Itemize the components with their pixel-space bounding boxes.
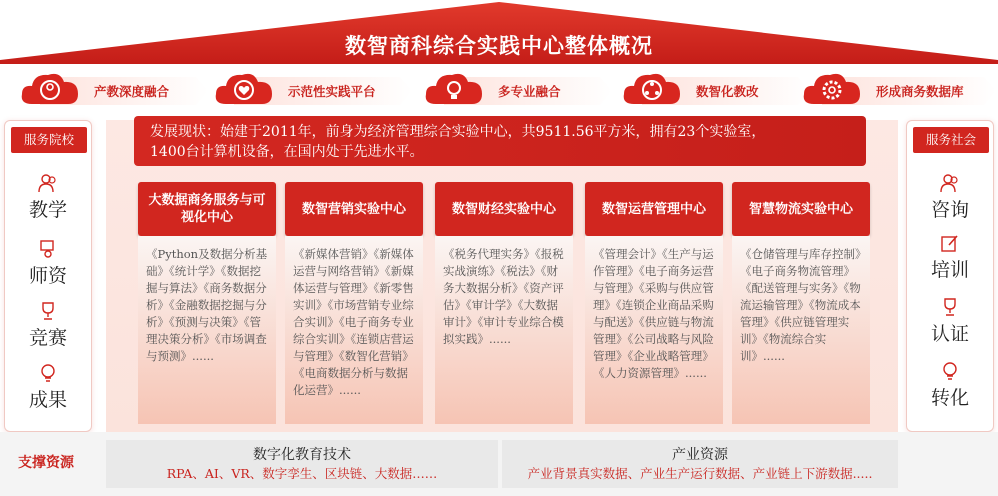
left-item <box>5 239 91 288</box>
center-title: 数智营销实验中心 <box>285 182 423 236</box>
right-item-label: 咨询 <box>930 199 969 221</box>
center-courses: 《Python及数据分析基础》《统计学》《数据挖掘与算法》《商务数据分析》《金融数据挖掘与分析》《预测与决策》《管理决策分析》《市场调查与预测》...... <box>146 247 268 363</box>
status-banner <box>134 116 866 166</box>
trophy-icon <box>38 301 58 321</box>
feature-label: 形成商务数据库 <box>876 84 964 99</box>
right-item <box>907 233 993 282</box>
feature-item <box>212 68 412 112</box>
feature-item <box>18 68 208 112</box>
status-line-2: 1400台计算机设备，在国内处于先进水平。 <box>150 144 424 160</box>
status-line-1: 发展现状：始建于2011年，前身为经济管理综合实验中心，共9511.56平方米，拥有23个实验室， <box>150 124 766 140</box>
left-panel <box>4 120 92 432</box>
page-title: 数智商科综合实践中心整体概况 <box>345 34 653 58</box>
lightbulb-icon <box>940 361 960 381</box>
feature-label: 数智化教改 <box>696 84 759 99</box>
left-item-label: 教学 <box>28 199 67 221</box>
right-item <box>907 173 993 222</box>
people-icon <box>38 173 58 193</box>
right-item-label: 认证 <box>930 323 969 345</box>
right-panel-header: 服务社会 <box>913 127 989 153</box>
network-icon <box>620 68 684 108</box>
gear-icon <box>800 68 864 108</box>
center-courses: 《新媒体营销》《新媒体运营与网络营销》《新媒体运营与管理》《新零售实训》《市场营销专业综合实训》《电子商务专业综合实训》《连锁店营运与管理》《数智化营销》《电商数据分析与数据化运营》...... <box>293 247 414 397</box>
trophy-icon <box>940 297 960 317</box>
feature-label: 产教深度融合 <box>94 84 170 99</box>
support-label: 支撑资源 <box>18 455 74 471</box>
left-item-label: 成果 <box>28 389 67 411</box>
lightbulb-icon <box>422 68 486 108</box>
center-card <box>435 182 573 424</box>
teacher-icon <box>38 239 58 259</box>
left-item-label: 竞赛 <box>28 327 67 349</box>
right-item <box>907 361 993 410</box>
left-panel-header: 服务院校 <box>11 127 87 153</box>
center-card <box>285 182 423 424</box>
center-title: 数智运营管理中心 <box>585 182 723 236</box>
right-item-label: 培训 <box>930 259 969 281</box>
feature-label: 示范性实践平台 <box>288 84 376 99</box>
handshake-people-icon <box>18 68 82 108</box>
support-box-desc: 产业背景真实数据、产业生产运行数据、产业链上下游数据..... <box>527 466 873 481</box>
left-item <box>5 173 91 222</box>
center-title: 数智财经实验中心 <box>435 182 573 236</box>
support-box-title: 产业资源 <box>672 447 728 463</box>
people-icon <box>940 173 960 193</box>
center-courses: 《税务代理实务》《报税实战演练》《税法》《财务大数据分析》《资产评估》《审计学》《大数据审计》《审计专业综合模拟实践》...... <box>443 247 564 346</box>
support-box-desc: RPA、AI、VR、数字孪生、区块链、大数据…… <box>166 466 438 481</box>
support-box-title: 数字化教育技术 <box>253 447 351 463</box>
center-card <box>138 182 276 424</box>
center-card <box>585 182 723 424</box>
edit-icon <box>940 233 960 253</box>
center-courses: 《管理会计》《生产与运作管理》《电子商务运营与管理》《采购与供应管理》《连锁企业商品采购与配送》《供应链与物流管理》《公司战略与风险管理》《企业战略管理》《人力资源管理》...... <box>593 247 714 380</box>
feature-item <box>620 68 810 112</box>
support-box <box>106 440 498 488</box>
lightbulb-icon <box>38 363 58 383</box>
center-title: 智慧物流实验中心 <box>732 182 870 236</box>
heart-icon <box>212 68 276 108</box>
center-card <box>732 182 870 424</box>
left-item-label: 师资 <box>28 265 67 287</box>
left-item <box>5 301 91 350</box>
roof-banner <box>0 0 998 64</box>
right-item <box>907 297 993 346</box>
center-title: 大数据商务服务与可视化中心 <box>138 182 276 236</box>
feature-row <box>0 68 998 112</box>
center-courses: 《仓储管理与库存控制》《电子商务物流管理》《配送管理与实务》《物流运输管理》《物流成本管理》《供应链管理实训》《物流综合实训》...... <box>740 247 861 363</box>
feature-label: 多专业融合 <box>498 84 561 99</box>
feature-item <box>800 68 996 112</box>
right-panel <box>906 120 994 432</box>
support-box <box>502 440 898 488</box>
left-item <box>5 363 91 412</box>
right-item-label: 转化 <box>930 387 969 409</box>
feature-item <box>422 68 612 112</box>
